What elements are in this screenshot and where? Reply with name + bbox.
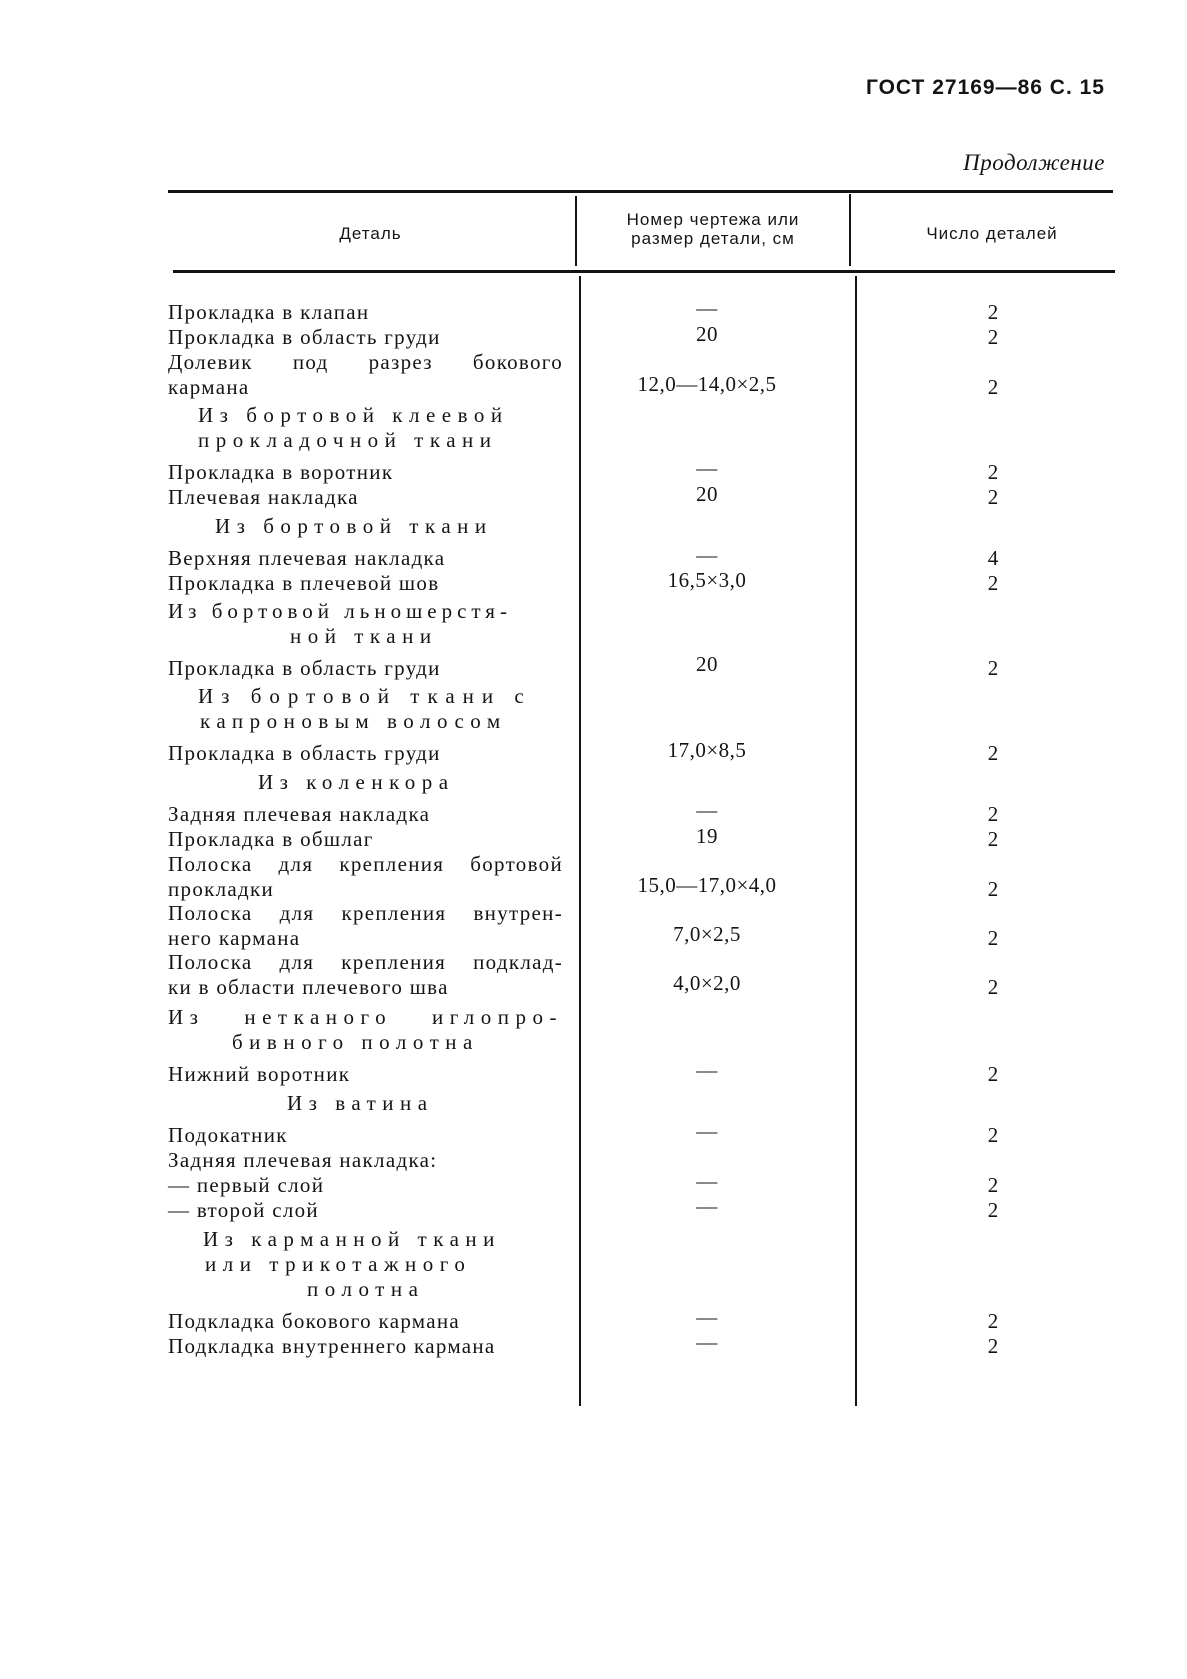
row-count: 2 <box>987 485 999 509</box>
column-divider-2-body <box>855 276 857 1406</box>
material-heading-line2: или трикотажного <box>205 1252 472 1276</box>
row-count: 2 <box>987 1309 999 1333</box>
row-detail: Верхняя плечевая накладка <box>168 546 446 570</box>
row-number: — <box>696 798 718 822</box>
row-detail: Подкладка бокового кармана <box>168 1309 461 1333</box>
row-detail: Прокладка в плечевой шов <box>168 571 440 595</box>
row-count: 2 <box>987 656 999 680</box>
material-heading-line1: Из бортовой льношерстя- <box>168 599 512 623</box>
material-heading: Из бортовой ткани <box>215 514 493 538</box>
row-detail: Прокладка в область груди <box>168 741 441 765</box>
material-heading-line2: прокладочной ткани <box>198 428 498 452</box>
material-heading-line1: Из карманной ткани <box>203 1227 501 1251</box>
column-header-number-line2: размер детали, см <box>631 229 795 248</box>
row-count: 2 <box>987 460 999 484</box>
column-header-number <box>579 210 847 248</box>
row-number: — <box>696 1119 718 1143</box>
row-count: 2 <box>987 802 999 826</box>
row-number: 20 <box>696 482 718 506</box>
row-number: — <box>696 543 718 567</box>
row-detail-line1: Полоска для крепления бортовой <box>168 852 563 876</box>
row-number: — <box>696 456 718 480</box>
column-divider-2-header <box>849 194 851 266</box>
row-number: — <box>696 1305 718 1329</box>
material-heading-line3: полотна <box>307 1277 425 1301</box>
row-count: 2 <box>987 1334 999 1358</box>
row-number: — <box>696 1169 718 1193</box>
row-detail: Прокладка в обшлаг <box>168 827 374 851</box>
material-heading-line2: бивного полотна <box>232 1030 479 1054</box>
column-header-number-line1: Номер чертежа или <box>626 210 800 229</box>
row-detail: Нижний воротник <box>168 1062 351 1086</box>
row-detail-line2: него кармана <box>168 926 301 950</box>
row-number: — <box>696 1194 718 1218</box>
row-count: 2 <box>987 877 999 901</box>
material-heading: Из коленкора <box>258 770 455 794</box>
row-count: 2 <box>987 975 999 999</box>
row-number: 17,0×8,5 <box>667 738 747 762</box>
table-header-rule <box>173 270 1115 273</box>
row-detail: Плечевая накладка <box>168 485 359 509</box>
table-top-rule <box>168 190 1113 193</box>
row-number: 15,0—17,0×4,0 <box>637 873 777 897</box>
row-number: 20 <box>696 322 718 346</box>
row-number: — <box>696 296 718 320</box>
row-count: 2 <box>987 827 999 851</box>
page-reference: ГОСТ 27169—86 С. 15 <box>865 76 1105 99</box>
row-detail: Прокладка в область груди <box>168 325 441 349</box>
row-detail-line1: Полоска для крепления подклад- <box>168 950 563 974</box>
row-count: 2 <box>987 926 999 950</box>
material-heading-line2: ной ткани <box>290 624 438 648</box>
row-count: 2 <box>987 1123 999 1147</box>
row-detail: Прокладка в клапан <box>168 300 370 324</box>
column-header-detail: Деталь <box>339 224 402 243</box>
row-detail-line2: кармана <box>168 375 250 399</box>
row-detail-line2: прокладки <box>168 877 275 901</box>
row-number: — <box>696 1058 718 1082</box>
material-heading: Из ватина <box>287 1091 434 1115</box>
row-number: 12,0—14,0×2,5 <box>637 372 777 396</box>
row-detail-line2: ки в области плечевого шва <box>168 975 449 999</box>
row-count: 2 <box>987 300 999 324</box>
row-number: — <box>696 1330 718 1354</box>
row-number: 4,0×2,0 <box>673 971 741 995</box>
row-count: 2 <box>987 375 999 399</box>
row-count: 2 <box>987 1173 999 1197</box>
material-heading-line1: Из бортовой клеевой <box>198 403 509 427</box>
row-detail: Подокатник <box>168 1123 288 1147</box>
row-detail: Прокладка в воротник <box>168 460 394 484</box>
row-count: 2 <box>987 741 999 765</box>
row-detail-line1: Полоска для крепления внутрен- <box>168 901 563 925</box>
row-count: 4 <box>987 546 999 570</box>
row-number: 20 <box>696 652 718 676</box>
row-number: 7,0×2,5 <box>673 922 741 946</box>
row-number: 16,5×3,0 <box>667 568 747 592</box>
material-heading-line2: капроновым волосом <box>200 709 507 733</box>
row-count: 2 <box>987 571 999 595</box>
row-count: 2 <box>987 1062 999 1086</box>
row-detail: — второй слой <box>168 1198 319 1222</box>
row-count: 2 <box>987 1198 999 1222</box>
row-detail: Задняя плечевая накладка: <box>168 1148 438 1172</box>
row-count: 2 <box>987 325 999 349</box>
row-detail-line1: Долевик под разрез бокового <box>168 350 563 374</box>
row-detail: Подкладка внутреннего кармана <box>168 1334 496 1358</box>
continuation-label: Продолжение <box>963 150 1105 175</box>
row-detail: Прокладка в область груди <box>168 656 441 680</box>
column-header-count: Число деталей <box>926 224 1058 243</box>
material-heading-line1: Из нетканого иглопро- <box>168 1005 563 1029</box>
row-number: 19 <box>696 824 718 848</box>
row-detail: — первый слой <box>168 1173 325 1197</box>
column-divider-1-header <box>575 196 577 266</box>
material-heading-line1: Из бортовой ткани с <box>198 684 532 708</box>
row-detail: Задняя плечевая накладка <box>168 802 431 826</box>
